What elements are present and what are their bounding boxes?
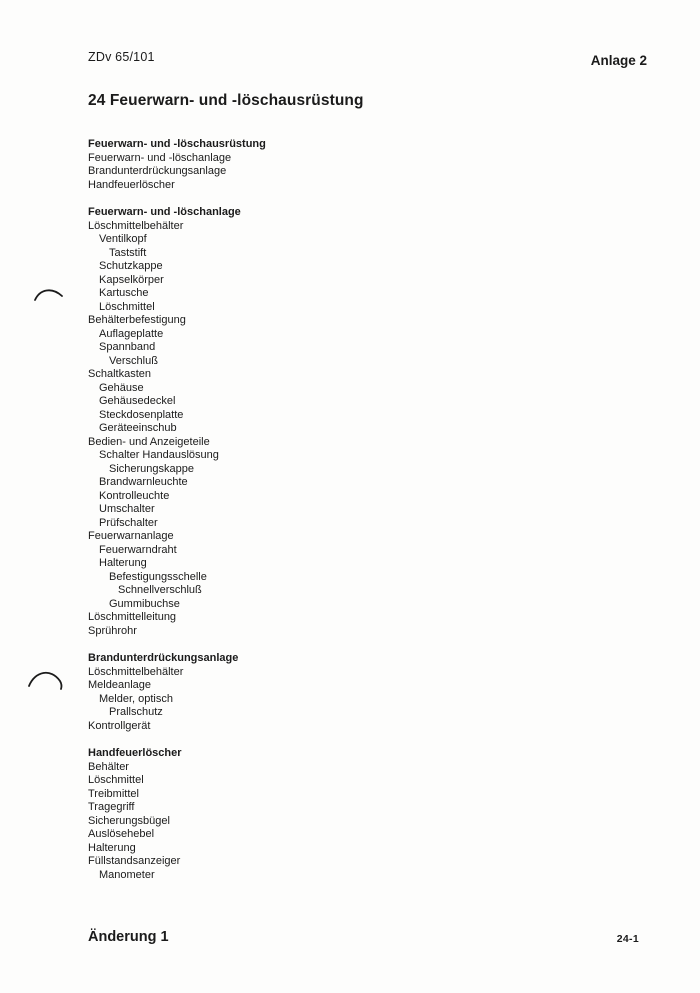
list-item: Behälter xyxy=(88,760,129,773)
page-number: 24-1 xyxy=(616,933,639,945)
pen-arc-mark-icon xyxy=(26,668,66,695)
list-item: Gummibuchse xyxy=(109,597,180,610)
list-item: Feuerwarnanlage xyxy=(88,530,174,542)
list-item: Bedien- und Anzeigeteile xyxy=(88,435,210,448)
list-item: Schalter Handauslösung xyxy=(99,449,219,461)
list-item: Halterung xyxy=(99,557,147,569)
list-item: Manometer xyxy=(99,868,155,881)
list-item: Melder, optisch xyxy=(99,692,173,705)
list-item: Tragegriff xyxy=(88,801,135,813)
pen-arc-mark-icon xyxy=(32,285,66,305)
list-item: Halterung xyxy=(88,841,136,854)
list-item: Gehäuse xyxy=(99,381,144,394)
list-item: Löschmittel xyxy=(99,300,155,313)
list-item: Brandwarnleuchte xyxy=(99,476,188,488)
document-reference: ZDv 65/101 xyxy=(88,50,155,64)
list-item: Kontrollgerät xyxy=(88,719,151,732)
page-title: 24 Feuerwarn- und -löschausrüstung xyxy=(88,92,364,109)
list-item: Umschalter xyxy=(99,503,155,515)
list-item: Handfeuerlöscher xyxy=(88,178,175,191)
list-item: Steckdosenplatte xyxy=(99,408,184,421)
equipment-section xyxy=(88,652,528,733)
list-item: Löschmittelbehälter xyxy=(88,219,184,232)
list-item: Meldeanlage xyxy=(88,679,151,691)
list-item: Kartusche xyxy=(99,287,149,299)
list-item: Kapselkörper xyxy=(99,273,164,286)
list-item: Löschmittelbehälter xyxy=(88,665,184,678)
list-item: Kontrolleuchte xyxy=(99,489,170,502)
equipment-section xyxy=(88,747,528,882)
section-heading: Feuerwarn- und -löschausrüstung xyxy=(88,138,266,150)
list-item: Taststift xyxy=(109,246,147,259)
list-item: Sprührohr xyxy=(88,624,137,637)
list-item: Brandunterdrückungsanlage xyxy=(88,165,227,177)
section-heading: Brandunterdrückungsanlage xyxy=(88,652,239,664)
list-item: Löschmittelleitung xyxy=(88,611,177,623)
list-item: Feuerwarn- und -löschanlage xyxy=(88,151,232,164)
list-item: Prüfschalter xyxy=(99,516,158,529)
list-item: Schaltkasten xyxy=(88,368,151,380)
list-item: Behälterbefestigung xyxy=(88,314,186,326)
section-heading: Feuerwarn- und -löschanlage xyxy=(88,206,241,218)
list-item: Löschmittel xyxy=(88,774,144,786)
equipment-list xyxy=(88,138,528,882)
list-item: Verschluß xyxy=(109,354,158,367)
list-item: Spannband xyxy=(99,341,156,353)
list-item: Sicherungsbügel xyxy=(88,814,170,827)
list-item: Sicherungskappe xyxy=(109,462,195,475)
section-heading: Handfeuerlöscher xyxy=(88,747,182,759)
annex-label: Anlage 2 xyxy=(590,53,647,68)
list-item: Auslösehebel xyxy=(88,828,155,840)
equipment-section xyxy=(88,138,528,192)
list-item: Treibmittel xyxy=(88,787,139,800)
list-item: Schutzkappe xyxy=(99,260,163,272)
list-item: Befestigungsschelle xyxy=(109,570,207,583)
list-item: Auflageplatte xyxy=(99,327,164,340)
list-item: Feuerwarndraht xyxy=(99,543,177,556)
list-item: Geräteeinschub xyxy=(99,422,177,434)
list-item: Ventilkopf xyxy=(99,233,147,245)
list-item: Gehäusedeckel xyxy=(99,395,176,407)
list-item: Schnellverschluß xyxy=(118,584,202,596)
list-item: Prallschutz xyxy=(109,706,163,718)
list-item: Füllstandsanzeiger xyxy=(88,855,181,867)
equipment-section xyxy=(88,206,528,638)
change-note: Änderung 1 xyxy=(88,929,169,945)
